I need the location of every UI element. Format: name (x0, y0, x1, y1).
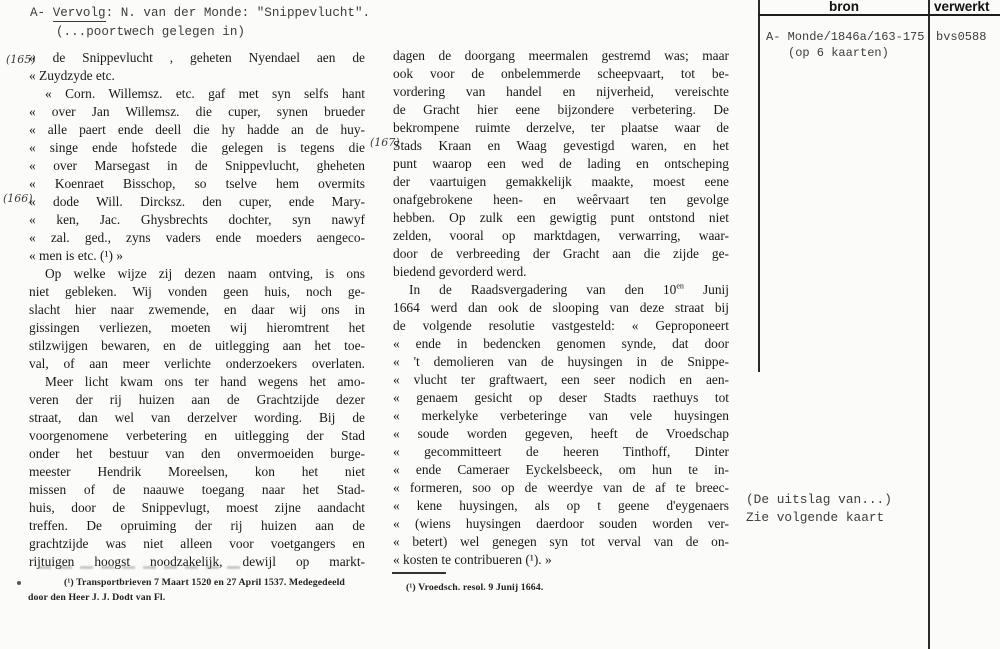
text-line: « kosten te contribueren (¹). » (393, 552, 552, 567)
bron-column-left-rule (758, 0, 760, 372)
text-line: 1664 werd dan ook de slooping van deze straat bij (393, 300, 729, 315)
text-line: veren der rij huizen aan de Grachtzijde dezer (29, 392, 365, 407)
text-line: « men is etc. (¹) » (29, 248, 124, 263)
left-text-column (29, 49, 365, 571)
text-line: « ken, Jac. Ghysbrechts dochter, syn nawyf (29, 212, 365, 227)
right-text-column (393, 47, 729, 569)
text-line: « over Marsegast in de Snippevlucht, gheheten (29, 158, 365, 173)
text-line: onder het bestuur van den onvermoeiden burge- (29, 446, 365, 461)
text-line: zelden, vooral op marktdagen, verwarring, waar- (393, 228, 729, 243)
verwerkt-code: bvs0588 (936, 30, 987, 44)
source-reference: A- Monde/1846a/163-175 (766, 30, 925, 44)
text-line: « (wiens huysingen daerdoor souden worden ver- (393, 516, 729, 531)
text-line: « ende Cameraer Eyckelsbeeck, om hun te in- (393, 462, 729, 477)
text-line: der vaartuigen gemakkelijk maakte, moest eene (393, 174, 729, 189)
text-line: voorgenomene verbetering en uitlegging der Stad (29, 428, 365, 443)
text-line: « soude worden gegeven, heeft de Vroedschap (393, 426, 729, 441)
text-line: « ende in bedencken genomen synde, dat door (393, 336, 729, 351)
text-line: « singe ende hofstede die gelegen is tegens die (29, 140, 365, 155)
text-line: vordering van handel en nijverheid, vereischte (393, 84, 729, 99)
text-line: « genaem gesicht op deser Stadts raethuys tot (393, 390, 729, 405)
text-line: « zal. ged., zyns vaders ende moeders aengeco- (29, 230, 365, 245)
text-line: de volgende resolutie vastgesteld: « Geproponeert (393, 318, 729, 333)
text-line: meester Hendrik Moreelsen, kon het niet (29, 464, 365, 479)
text-line: « de Snippevlucht , geheten Nyendael aen de (29, 50, 365, 65)
text-line: treffen. De opruiming der rij huizen aan de (29, 518, 365, 533)
text-line: hebben. Op zulk een gewigtig punt ontstond niet (393, 210, 729, 225)
footnote-separator (392, 572, 446, 574)
text-line: « vlucht ter graftwaert, een seer nodich en aen- (393, 372, 729, 387)
text-line: rijtuigen hoogst noodzakelijk, dewijl op markt- (29, 554, 365, 569)
text-line: « alle paert ende deell die hy hadde an de huy- (29, 122, 365, 137)
text-line: punt waarop een wed de lading en ontscheping (393, 156, 729, 171)
outcome-note-line1: (De uitslag van...) (746, 492, 892, 507)
source-reference-note: (op 6 kaarten) (788, 46, 889, 60)
text-line: « gecommitteert de heeren Tinthoff, Dinter (393, 444, 729, 459)
text-line: « betert) wel genegen syn tot verval van de on- (393, 534, 729, 549)
text-line: missen of de naauwe toegang naar het Stad- (29, 482, 365, 497)
text-line: Stads Kraan en Waag gevestigd waren, en het (393, 138, 729, 153)
ink-dot (17, 581, 21, 585)
text-line: grachtzijde was niet alleen voor voetgangers en (29, 536, 365, 551)
text-line: gissingen verliezen, moeten wij hieromtrent het (29, 320, 365, 335)
text-line: Op welke wijze zij dezen naam ontving, is ons (45, 266, 365, 281)
text-line: Meer licht kwam ons ter hand wegens het amo- (45, 374, 365, 389)
card-title (30, 6, 370, 20)
text-line: « kene huysingen, als op t geene d'eygenaers (393, 498, 729, 513)
text-line: ook voor de onbelemmerde scheepvaart, tot be- (393, 66, 729, 81)
verwerkt-column-left-rule (928, 0, 930, 649)
text-line: stilzwijgen bewaren, en de uitlegging aan het toe- (29, 338, 365, 353)
text-line: « Corn. Willemsz. etc. gaf met syn selfs hant (45, 86, 365, 101)
left-footnote-line1: (¹) Transportbrieven 7 Maart 1520 en 27 April 1537. Medegedeeld (64, 577, 345, 588)
bron-column-header: bron (829, 0, 859, 14)
outcome-note-line2: Zie volgende kaart (746, 510, 885, 525)
margin-folio-167: (167) (370, 136, 400, 149)
text-line: de Gracht hier eene bijzondere verbetering. De (393, 102, 729, 117)
text-line: dagen de doorgang meermalen gestremd was; maar (393, 48, 729, 63)
text-line: slacht hier naar zwemende, en daar wij ons in (29, 302, 365, 317)
text-line: niet gebleken. Wij vonden geen huis, noch ge- (29, 284, 365, 299)
text-line: « Zuydzyde etc. (29, 68, 115, 83)
card-title-rest: : N. van der Monde: "Snippevlucht". (105, 6, 371, 20)
card-subtitle: (...poortwech gelegen in) (56, 25, 245, 39)
panel-header-rule (758, 14, 1000, 16)
text-line: onafgebrokene heen- en weêrvaart ten gevolge (393, 192, 729, 207)
card-title-prefix: A- (30, 6, 53, 20)
text-line: « formeren, soo op de weerdye van de af te breec- (393, 480, 729, 495)
ink-smudge (38, 566, 243, 569)
right-footnote-line1: (¹) Vroedsch. resol. 9 Junij 1664. (406, 582, 544, 593)
text-line: « merkelyke verbeteringe van vele huysingen (393, 408, 729, 423)
verwerkt-column-header: verwerkt (934, 0, 990, 14)
text-line: bekrompene ruimte derzelve, ter plaatse waar de (393, 120, 729, 135)
text-line: « 't demolieren van de huysingen in de Snippe- (393, 354, 729, 369)
text-line: « over Jan Willemsz. die cuper, synen brueder (29, 104, 365, 119)
text-line: door de verbreeding der Gracht aan die zijde ge- (393, 246, 729, 261)
text-line: straat, dan wel van derzelver wording. Bij de (29, 410, 365, 425)
text-line: « Koenraet Bisschop, so tselve hem overmits (29, 176, 365, 191)
text-line: biedend gevorderd werd. (393, 264, 527, 279)
text-line: val, of aan meer verlichte onderzoekers overlaten. (29, 356, 365, 371)
margin-folio-165: (165) (6, 53, 36, 66)
text-line: In de Raadsvergadering van den $10^{en}$ Junij (409, 281, 729, 297)
text-line: « dode Will. Dircksz. den cuper, ende Mary- (29, 194, 365, 209)
left-footnote-line2: door den Heer J. J. Dodt van Fl. (28, 592, 166, 603)
card-title-underlined: Vervolg (52, 6, 106, 20)
text-line: huis, door de Snippevlugt, moest zijne aandacht (29, 500, 365, 515)
margin-folio-166: (166) (3, 192, 33, 205)
